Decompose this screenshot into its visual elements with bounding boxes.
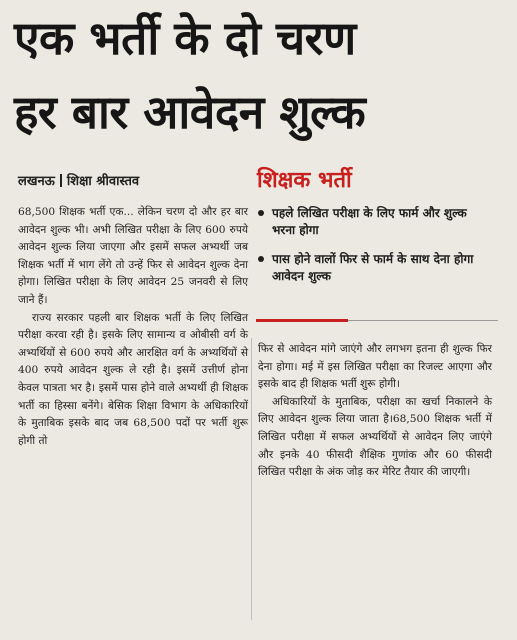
paragraph: अधिकारियों के मुताबिक, परीक्षा का खर्चा निकालने के लिए आवेदन शुल्क लिया जाता है।68,500 शिक्षक भर्ती में लिखित परीक्षा में सफल अभ्यर्थियों से आवेदन लिए जाएंगे और इनके 40 फीसदी शैक्षिक गुणांक और 60 फीसदी लिखित परीक्षा के अंक जोड़ कर मेरिट तैयार की जाएगी। [258,395,492,479]
headline-line-2: हर बार आवेदन शुल्क [14,85,366,139]
article-column-2 [258,341,492,482]
topic-label: शिक्षक भर्ती [257,168,352,193]
highlight-rule-accent [256,319,348,322]
highlight-item [256,251,492,285]
bullet-icon [258,256,264,262]
highlight-rule [348,320,498,321]
byline-author: शिक्षा श्रीवास्तव [66,174,140,189]
headline-line-1: एक भर्ती के दो चरण [14,11,356,65]
paragraph: राज्य सरकार पहली बार शिक्षक भर्ती के लिए लिखित परीक्षा करवा रही है। इसके लिए सामान्य व ओबीसी वर्ग के अभ्यर्थियों से 600 रुपये और आरक्षित वर्ग के अभ्यर्थियों से 400 रुपये आवेदन शुल्क ले रही है। इसमें उत्तीर्ण होना केवल पात्रता भर है। इसमें पास होने वाले अभ्यर्थी ही शिक्षक भर्ती का हिस्सा बनेंगे। बेसिक शिक्षा विभाग के अधिकारियों के मुताबिक इसके बाद जब 68,500 पदों पर भर्ती शुरू होगी तो [18,311,248,447]
highlight-text: पहले लिखित परीक्षा के लिए फार्म और शुल्क भरना होगा [272,206,467,237]
highlight-text: पास होने वालों फिर से फार्म के साथ देना होगा आवेदन शुल्क [272,252,474,283]
column-divider [251,338,252,620]
highlight-item [256,205,492,239]
paragraph: 68,500 शिक्षक भर्ती एक... लेकिन चरण दो और हर बार आवेदन शुल्क भी। अभी लिखित परीक्षा के लिए 600 रुपये आवेदन शुल्क लिया जाएगा और इसमें सफल अभ्यर्थी जब शिक्षक भर्ती में भाग लेंगे तो उन्हें फिर से आवेदन शुल्क देना होगा। लिखित परीक्षा के लिए आवेदन 25 जनवरी से लिए जाने हैं। [18,206,248,306]
bullet-icon [258,210,264,216]
byline-separator [60,174,62,187]
byline [18,171,139,189]
article-column-1 [18,204,248,450]
byline-place: लखनऊ [18,174,55,189]
paragraph: फिर से आवेदन मांगे जाएंगे और लगभग इतना ही शुल्क फिर देना होगा। मई में इस लिखित परीक्षा का रिजल्ट आएगा और इसके बाद ही शिक्षक भर्ती शुरू होगी। [258,343,492,391]
highlights-box [256,205,492,297]
